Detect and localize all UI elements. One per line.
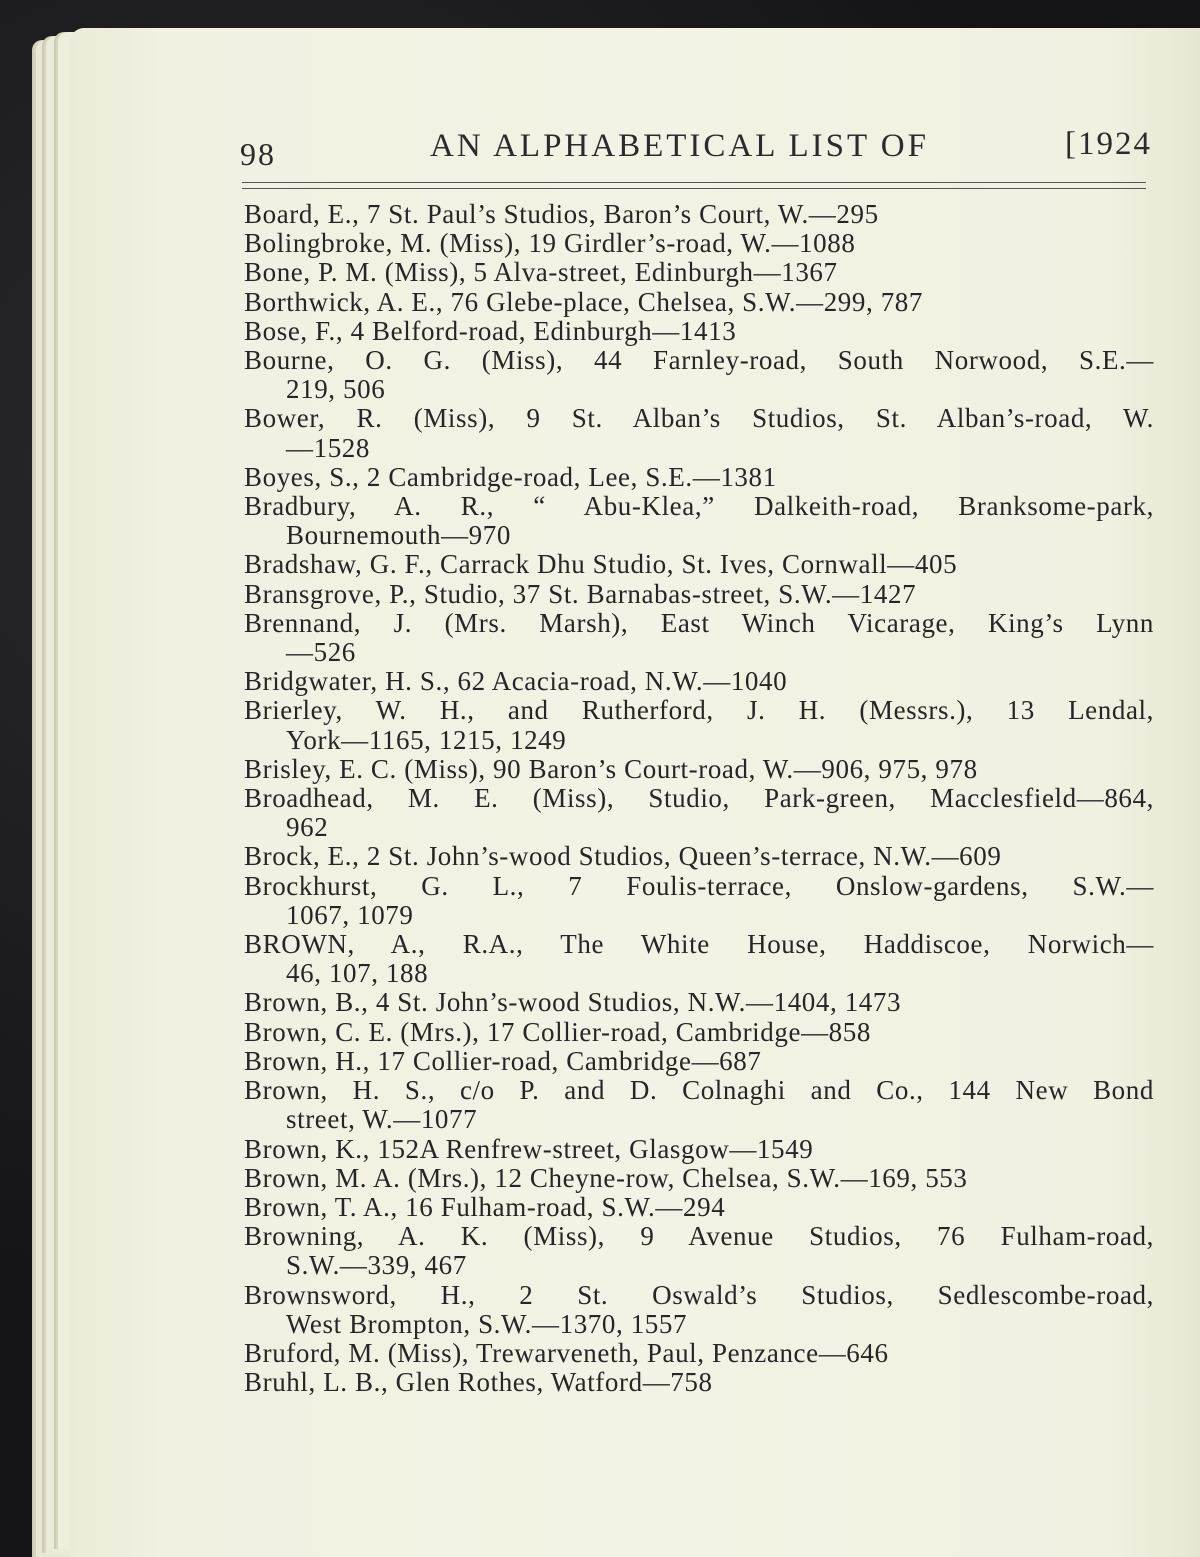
entry-line: Brown, H., 17 Collier-road, Cambridge—687 — [244, 1045, 762, 1076]
entry-line: Brisley, E. C. (Miss), 90 Baron’s Court-road, W.—906, 975, 978 — [244, 753, 978, 784]
directory-entry — [244, 317, 1174, 346]
directory-entry — [244, 229, 1174, 258]
entry-continuation-line: —526 — [286, 637, 356, 668]
directory-entry — [244, 1281, 1174, 1339]
directory-entry — [244, 550, 1174, 579]
entry-continuation-line: 1067, 1079 — [286, 899, 414, 930]
directory-entry — [244, 1368, 1174, 1397]
entry-continuation-line: S.W.—339, 467 — [286, 1250, 467, 1281]
entry-line: Bradshaw, G. F., Carrack Dhu Studio, St. Ives, Cornwall—405 — [244, 549, 958, 580]
entry-line: Brock, E., 2 St. John’s-wood Studios, Queen’s-terrace, N.W.—609 — [244, 841, 1002, 872]
entry-line: Bourne, O. G. (Miss), 44 Farnley-road, South Norwood, S.E.— — [244, 345, 1154, 376]
directory-entry — [244, 1047, 1174, 1076]
directory-entry — [244, 346, 1174, 404]
directory-entry — [244, 609, 1174, 667]
entry-line: Bruford, M. (Miss), Trewarveneth, Paul, Penzance—646 — [244, 1337, 889, 1368]
directory-entry — [244, 580, 1174, 609]
directory-entry — [244, 1222, 1174, 1280]
entry-line: Bolingbroke, M. (Miss), 19 Girdler’s-road, W.—1088 — [244, 228, 856, 259]
header-rule — [242, 182, 1146, 183]
entry-line: Brown, T. A., 16 Fulham-road, S.W.—294 — [244, 1191, 726, 1222]
directory-entry — [244, 492, 1174, 550]
entry-line: Bradbury, A. R., “ Abu-Klea,” Dalkeith-road, Branksome-park, — [244, 491, 1154, 522]
directory-entry — [244, 696, 1174, 754]
entry-line: Board, E., 7 St. Paul’s Studios, Baron’s Court, W.—295 — [244, 199, 879, 229]
page-number: 98 — [240, 136, 276, 172]
header-rule — [242, 188, 1146, 189]
entry-line: Brown, M. A. (Mrs.), 12 Cheyne-row, Chelsea, S.W.—169, 553 — [244, 1162, 968, 1193]
entry-line: Bransgrove, P., Studio, 37 St. Barnabas-street, S.W.—1427 — [244, 578, 917, 609]
entry-line: Bridgwater, H. S., 62 Acacia-road, N.W.—1040 — [244, 666, 788, 697]
directory-entry — [244, 930, 1174, 988]
entry-line: BROWN, A., R.A., The White House, Haddiscoe, Norwich— — [244, 929, 1154, 960]
directory-entry — [244, 988, 1174, 1017]
directory-entry — [244, 463, 1174, 492]
directory-entry — [244, 842, 1174, 871]
entry-continuation-line: 219, 506 — [286, 374, 386, 405]
directory-entry — [244, 1018, 1174, 1047]
directory-entry — [244, 1339, 1174, 1368]
entry-continuation-line: 962 — [286, 812, 329, 843]
directory-entry — [244, 755, 1174, 784]
entry-line: Brockhurst, G. L., 7 Foulis-terrace, Onslow-gardens, S.W.— — [244, 870, 1154, 901]
entry-line: Browning, A. K. (Miss), 9 Avenue Studios, 76 Fulham-road, — [244, 1221, 1154, 1252]
directory-entry — [244, 1076, 1174, 1134]
entry-line: Brennand, J. (Mrs. Marsh), East Winch Vicarage, King’s Lynn — [244, 607, 1154, 638]
directory-entry — [244, 1193, 1174, 1222]
directory-entry — [244, 404, 1174, 462]
entry-line: Bower, R. (Miss), 9 St. Alban’s Studios, St. Alban’s-road, W. — [244, 403, 1154, 434]
entry-line: Broadhead, M. E. (Miss), Studio, Park-green, Macclesfield—864, — [244, 783, 1154, 814]
directory-entry — [244, 1164, 1174, 1193]
directory-entry — [244, 784, 1174, 842]
directory-entry — [244, 872, 1174, 930]
entry-continuation-line: —1528 — [286, 432, 370, 463]
entry-continuation-line: 46, 107, 188 — [286, 958, 429, 989]
running-title: AN ALPHABETICAL LIST OF — [430, 128, 929, 164]
directory-entries — [244, 200, 1174, 1397]
entry-line: Brown, K., 152A Renfrew-street, Glasgow—1549 — [244, 1133, 814, 1164]
entry-continuation-line: Bournemouth—970 — [286, 520, 511, 551]
entry-continuation-line: street, W.—1077 — [286, 1104, 478, 1135]
directory-entry — [244, 288, 1174, 317]
entry-line: Boyes, S., 2 Cambridge-road, Lee, S.E.—1381 — [244, 461, 777, 492]
entry-line: Bruhl, L. B., Glen Rothes, Watford—758 — [244, 1367, 713, 1398]
directory-entry — [244, 258, 1174, 287]
entry-line: Bone, P. M. (Miss), 5 Alva-street, Edinburgh—1367 — [244, 257, 838, 288]
page-header — [240, 122, 1160, 172]
entry-continuation-line: York—1165, 1215, 1249 — [286, 724, 567, 755]
directory-entry — [244, 200, 1174, 229]
entry-line: Brownsword, H., 2 St. Oswald’s Studios, Sedlescombe-road, — [244, 1279, 1154, 1310]
entry-line: Brierley, W. H., and Rutherford, J. H. (Messrs.), 13 Lendal, — [244, 695, 1154, 726]
entry-line: Borthwick, A. E., 76 Glebe-place, Chelsea, S.W.—299, 787 — [244, 286, 923, 317]
directory-entry — [244, 1135, 1174, 1164]
year-mark: [1924 — [1065, 126, 1152, 162]
entry-line: Brown, C. E. (Mrs.), 17 Collier-road, Cambridge—858 — [244, 1016, 871, 1047]
entry-line: Brown, H. S., c/o P. and D. Colnaghi and Co., 144 New Bond — [244, 1075, 1154, 1106]
entry-line: Bose, F., 4 Belford-road, Edinburgh—1413 — [244, 315, 737, 346]
entry-line: Brown, B., 4 St. John’s-wood Studios, N.W.—1404, 1473 — [244, 987, 902, 1018]
entry-continuation-line: West Brompton, S.W.—1370, 1557 — [286, 1308, 688, 1339]
directory-entry — [244, 667, 1174, 696]
